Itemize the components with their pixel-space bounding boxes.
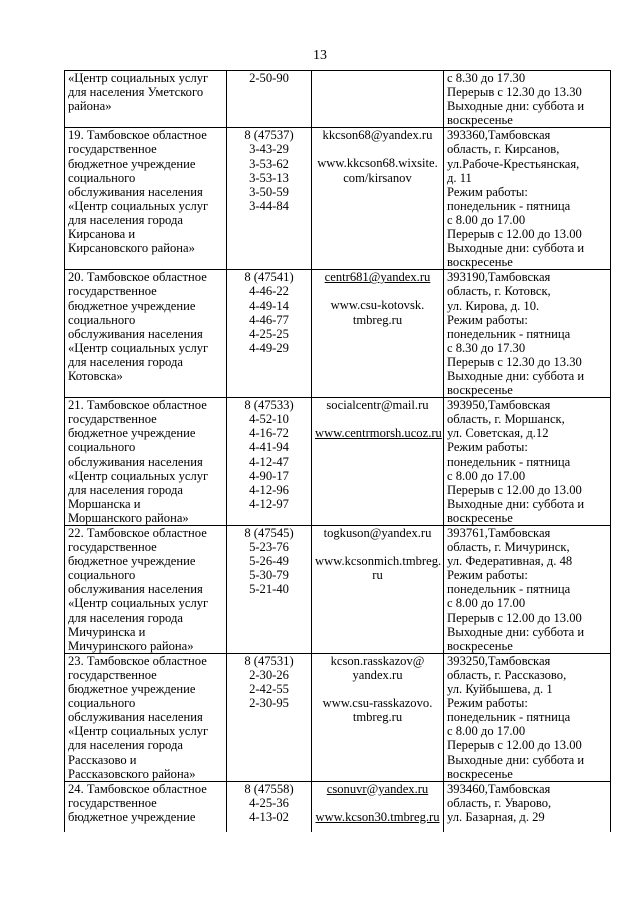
name-line: «Центр социальных услуг [68,198,209,213]
address-line: 393250,Тамбовская [447,653,551,668]
spacer [315,540,440,554]
website-link[interactable]: www.csu-rasskazovo. [322,696,433,711]
phone-number: 4-16-72 [249,426,289,441]
address-line: Выходные дни: суббота и [447,496,585,511]
address-line: область, г. Мичуринск, [447,540,570,555]
name-line: Мичуринска и [68,624,146,639]
phone-number: 5-30-79 [249,568,289,583]
email-link[interactable]: kcson.rasskazov@ [330,653,425,668]
phone-number: 4-13-02 [249,809,289,824]
spacer [315,142,440,156]
name-line: для населения города [68,738,183,753]
name-line: «Центр социальных услуг [68,596,209,611]
phone-number: 4-12-97 [249,496,289,511]
address-line: Выходные дни: суббота и [447,624,585,639]
address-line: ул. Куйбышева, д. 1 [447,682,553,697]
name-line: социального [68,696,136,711]
phone-number: 8 (47533) [244,398,294,413]
name-line: бюджетное учреждение [68,298,196,313]
address-line: область, г. Котовск, [447,284,551,299]
email-link[interactable]: togkuson@yandex.ru [323,526,432,540]
phone-number: 3-44-84 [249,198,289,213]
phone-number: 5-26-49 [249,554,289,569]
website-link[interactable]: tmbreg.ru [352,710,403,725]
name-line: для населения города [68,354,183,369]
address-line: ул. Кирова, д. 10. [447,298,540,313]
name-line: Рассказово и [68,752,137,767]
address-line: область, г. Рассказово, [447,667,567,682]
address-hours-cell [444,781,611,832]
contacts-cell [312,781,444,832]
phone-number: 4-49-14 [249,298,289,313]
address-line: 393460,Тамбовская [447,781,551,796]
name-line: обслуживания населения [68,454,203,469]
phone-number: 5-23-76 [249,540,289,555]
name-line: 24. Тамбовское областное [68,781,207,796]
address-line: воскресенье [447,113,513,128]
email-link[interactable]: kkcson68@yandex.ru [322,128,433,143]
phone-cell [227,781,312,832]
phone-cell [227,526,312,654]
name-line: 21. Тамбовское областное [68,398,207,413]
contacts-cell [312,526,444,654]
name-line: бюджетное учреждение [68,554,196,569]
address-line: Режим работы: [447,184,528,199]
phone-number: 4-12-47 [249,454,289,469]
name-line: обслуживания населения [68,582,203,597]
address-line: ул.Рабоче-Крестьянская, [447,156,580,171]
address-line: Перерыв с 12.00 до 13.00 [447,482,582,497]
email-link-continued[interactable]: yandex.ru [352,667,403,682]
phone-number: 4-49-29 [249,340,289,355]
phone-number: 4-12-96 [249,482,289,497]
institution-name-cell [65,781,227,832]
website-link[interactable]: tmbreg.ru [352,312,403,327]
phone-cell [227,128,312,270]
name-line: для населения города [68,482,183,497]
phone-number: 3-50-59 [249,184,289,199]
name-line: 23. Тамбовское областное [68,653,207,668]
name-line: обслуживания населения [68,184,203,199]
address-line: д. 11 [447,170,472,185]
address-line: воскресенье [447,766,513,781]
address-line: воскресенье [447,638,513,653]
address-line: Выходные дни: суббота и [447,752,585,767]
contacts-cell [312,398,444,526]
website-link[interactable]: www.centrmorsh.ucoz.ru [315,426,442,441]
institutions-table [64,70,611,832]
name-line: государственное [68,142,157,157]
spacer [315,682,440,696]
address-hours-cell [444,526,611,654]
address-line: область, г. Уварово, [447,795,552,810]
page-number: 13 [313,48,327,63]
name-line: бюджетное учреждение [68,156,196,171]
address-line: Режим работы: [447,440,528,455]
address-line: Выходные дни: суббота и [447,99,585,114]
name-line: района» [68,99,112,114]
address-line: с 8.00 до 17.00 [447,468,526,483]
phone-number: 2-30-26 [249,667,289,682]
address-line: Выходные дни: суббота и [447,241,585,256]
contacts-cell [312,128,444,270]
phone-number: 5-21-40 [249,582,289,597]
phone-number: 4-46-22 [249,284,289,299]
spacer [315,796,440,810]
name-line: государственное [68,540,157,555]
address-line: ул. Советская, д.12 [447,426,549,441]
address-line: понедельник - пятница [447,326,571,341]
email-link[interactable]: csonuvr@yandex.ru [326,781,429,796]
phone-number: 2-30-95 [249,696,289,711]
address-line: Перерыв с 12.00 до 13.00 [447,738,582,753]
institution-name-cell [65,526,227,654]
address-line: с 8.30 до 17.30 [447,71,526,85]
contacts-cell [312,270,444,398]
institution-name-cell [65,71,227,128]
name-line: «Центр социальных услуг [68,724,209,739]
spacer [315,284,440,298]
name-line: обслуживания населения [68,326,203,341]
phone-number: 8 (47537) [244,128,294,143]
address-hours-cell [444,71,611,128]
name-line: Кирсанова и [68,227,136,242]
address-line: с 8.00 до 17.00 [447,212,526,227]
address-hours-cell [444,653,611,781]
name-line: социального [68,312,136,327]
phone-number: 4-90-17 [249,468,289,483]
contacts-cell [312,653,444,781]
address-line: ул. Базарная, д. 29 [447,809,545,824]
address-hours-cell [444,270,611,398]
name-line: 22. Тамбовское областное [68,526,207,540]
table-row [65,398,611,526]
institution-name-cell [65,653,227,781]
address-line: понедельник - пятница [447,710,571,725]
name-line: государственное [68,412,157,427]
table-row [65,781,611,832]
email-link[interactable]: centr681@yandex.ru [324,270,431,285]
table-row [65,653,611,781]
address-line: ул. Федеративная, д. 48 [447,554,573,569]
address-line: 393950,Тамбовская [447,398,551,413]
institution-name-cell [65,270,227,398]
phone-number: 4-41-94 [249,440,289,455]
phone-cell [227,270,312,398]
address-line: область, г. Моршанск, [447,412,565,427]
phone-cell [227,653,312,781]
address-line: понедельник - пятница [447,582,571,597]
phone-number: 8 (47531) [244,653,294,668]
phone-cell [227,398,312,526]
website-link[interactable]: www.kcson30.tmbreg.ru [315,809,440,824]
phone-number: 8 (47558) [244,781,294,796]
address-line: Режим работы: [447,568,528,583]
name-line: социального [68,170,136,185]
name-line: для населения города [68,610,183,625]
phone-number: 2-50-90 [249,71,289,85]
website-link[interactable]: www.kkcson68.wixsite. [317,156,438,171]
contacts-cell [312,71,444,128]
name-line: бюджетное учреждение [68,809,196,824]
phone-number: 8 (47541) [244,270,294,285]
phone-number: 4-46-77 [249,312,289,327]
name-line: государственное [68,284,157,299]
phone-number: 3-53-62 [249,156,289,171]
name-line: Мичуринского района» [68,638,194,653]
address-line: с 8.00 до 17.00 [447,596,526,611]
address-hours-cell [444,128,611,270]
website-link[interactable]: www.csu-kotovsk. [330,298,425,313]
phone-number: 3-53-13 [249,170,289,185]
name-line: Рассказовского района» [68,766,196,781]
address-line: область, г. Кирсанов, [447,142,560,157]
name-line: 19. Тамбовское областное [68,128,207,143]
address-line: Перерыв с 12.00 до 13.00 [447,610,582,625]
address-line: 393190,Тамбовская [447,270,551,285]
address-line: понедельник - пятница [447,454,571,469]
phone-number: 4-25-25 [249,326,289,341]
institution-name-cell [65,128,227,270]
table-row [65,71,611,128]
table-row [65,526,611,654]
email-link[interactable]: socialcentr@mail.ru [326,398,429,413]
address-line: с 8.30 до 17.30 [447,340,526,355]
address-line: Режим работы: [447,312,528,327]
table-row [65,128,611,270]
address-line: 393360,Тамбовская [447,128,551,143]
address-line: воскресенье [447,383,513,398]
name-line: государственное [68,795,157,810]
website-link[interactable]: com/kirsanov [343,170,412,185]
phone-number: 8 (47545) [244,526,294,540]
address-hours-cell [444,398,611,526]
name-line: бюджетное учреждение [68,682,196,697]
spacer [315,412,440,426]
phone-number: 2-42-55 [249,682,289,697]
name-line: «Центр социальных услуг [68,71,209,85]
phone-cell [227,71,312,128]
table-row [65,270,611,398]
name-line: «Центр социальных услуг [68,468,209,483]
phone-number: 4-52-10 [249,412,289,427]
website-link[interactable]: www.kcsonmich.tmbreg. [315,554,442,569]
address-line: Выходные дни: суббота и [447,368,585,383]
name-line: Котовска» [68,368,123,383]
address-line: Режим работы: [447,696,528,711]
phone-number: 3-43-29 [249,142,289,157]
website-link[interactable]: ru [372,568,383,583]
address-line: Перерыв с 12.30 до 13.30 [447,354,582,369]
name-line: бюджетное учреждение [68,426,196,441]
name-line: государственное [68,667,157,682]
name-line: обслуживания населения [68,710,203,725]
phone-number: 4-25-36 [249,795,289,810]
address-line: понедельник - пятница [447,198,571,213]
address-line: 393761,Тамбовская [447,526,551,540]
name-line: Моршанского района» [68,510,189,525]
name-line: 20. Тамбовское областное [68,270,207,285]
name-line: социального [68,440,136,455]
institution-name-cell [65,398,227,526]
address-line: воскресенье [447,510,513,525]
name-line: для населения города [68,212,183,227]
address-line: Перерыв с 12.00 до 13.00 [447,227,582,242]
name-line: «Центр социальных услуг [68,340,209,355]
address-line: воскресенье [447,255,513,270]
address-line: с 8.00 до 17.00 [447,724,526,739]
name-line: для населения Уметского [68,85,204,100]
name-line: Кирсановского района» [68,241,195,256]
address-line: Перерыв с 12.30 до 13.30 [447,85,582,100]
name-line: социального [68,568,136,583]
name-line: Моршанска и [68,496,141,511]
